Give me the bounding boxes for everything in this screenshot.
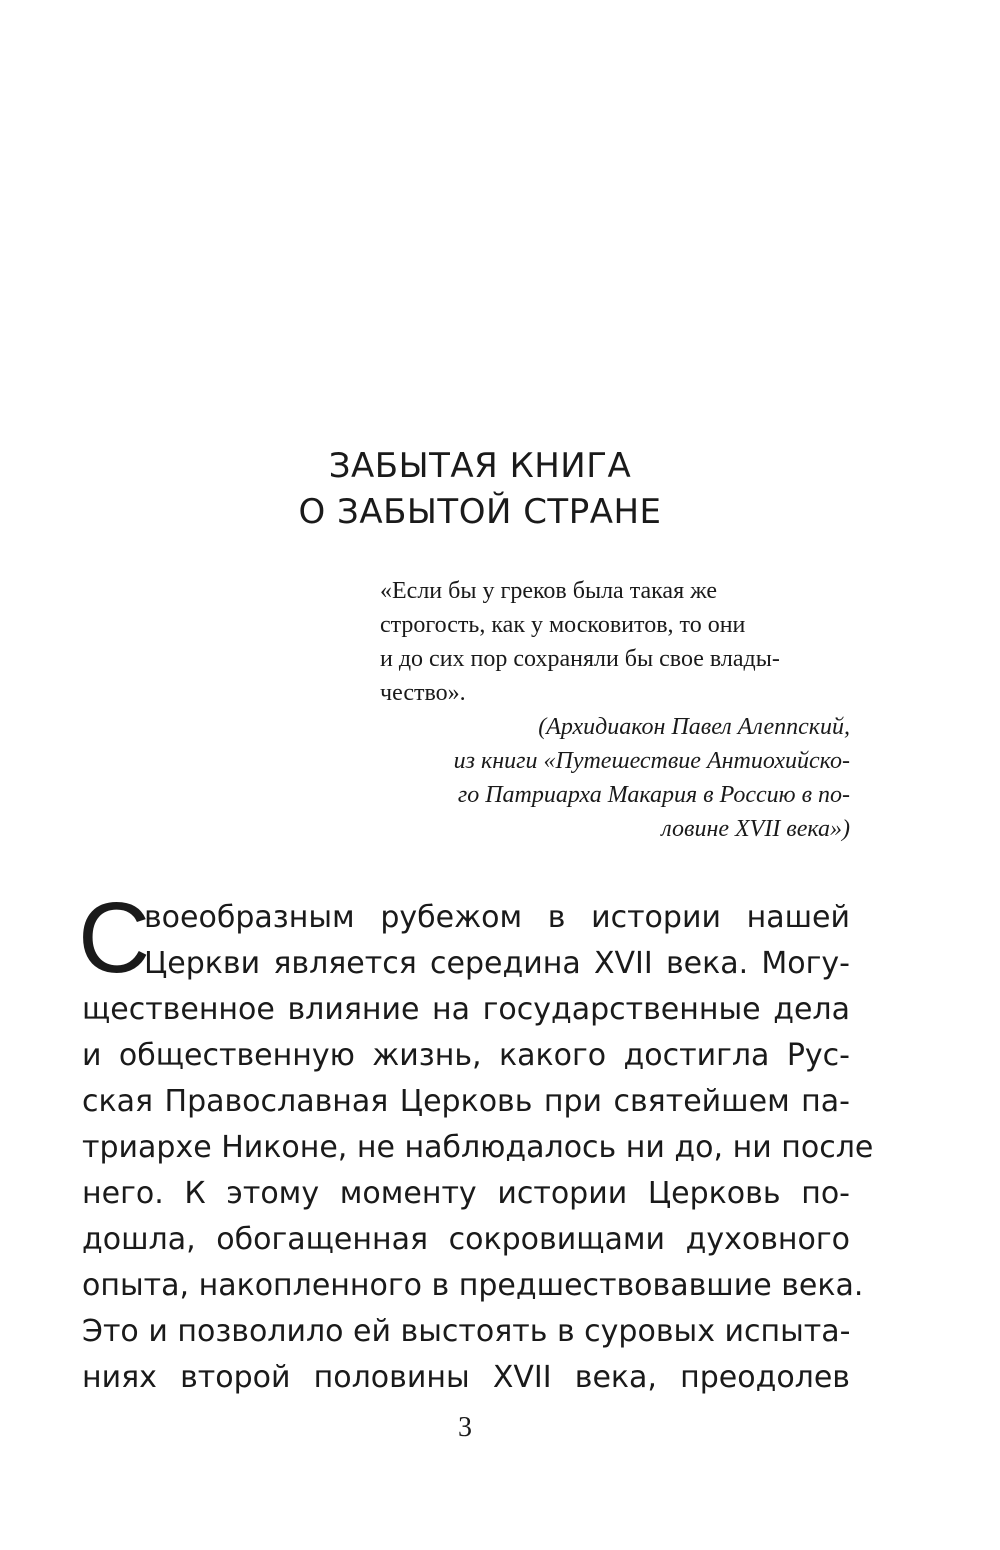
- chapter-title: [0, 443, 960, 535]
- drop-cap: С: [78, 882, 151, 994]
- body-line: дошла, обогащенная сокровищами духовного: [82, 1222, 850, 1257]
- epigraph-quote-line: чество».: [380, 680, 466, 706]
- body-line: триархе Никоне, не наблюдалось ни до, ни после: [82, 1130, 874, 1165]
- epigraph-quote-line: «Если бы у греков была такая же: [380, 578, 718, 604]
- body-line: щественное влияние на государственные дела: [82, 992, 850, 1027]
- epigraph: [380, 574, 850, 846]
- epigraph-source-line: го Патриарха Макария в Россию в по-: [457, 782, 850, 808]
- epigraph-source-line: (Архидиакон Павел Алеппский,: [538, 714, 850, 740]
- epigraph-quote-line: и до сих пор сохраняли бы свое влады-: [380, 646, 780, 672]
- chapter-title-line-2: О ЗАБЫТОЙ СТРАНЕ: [298, 492, 662, 532]
- body-line: и общественную жизнь, какого достигла Рус-: [82, 1038, 850, 1073]
- chapter-title-line-1: ЗАБЫТАЯ КНИГА: [328, 446, 632, 486]
- epigraph-source: [380, 710, 850, 846]
- body-line: ниях второй половины XVII века, преодолев: [82, 1360, 850, 1395]
- body-line: ская Православная Церковь при святейшем па-: [82, 1084, 850, 1119]
- body-line: Это и позволило ей выстоять в суровых испыта-: [82, 1314, 851, 1349]
- body-line: него. К этому моменту истории Церковь по-: [82, 1176, 850, 1211]
- page-number: 3: [458, 1412, 472, 1443]
- body-paragraph: [82, 895, 874, 1401]
- body-line: опыта, накопленного в предшествовавшие века.: [82, 1268, 864, 1303]
- epigraph-source-line: из книги «Путешествие Антиохийско-: [453, 748, 850, 774]
- body-line: Церкви является середина XVII века. Могу-: [144, 946, 850, 981]
- epigraph-source-line: ловине XVII века»): [661, 816, 850, 842]
- body-line: воеобразным рубежом в истории нашей: [144, 900, 850, 935]
- epigraph-quote: [380, 574, 850, 710]
- epigraph-quote-line: строгость, как у московитов, то они: [380, 612, 746, 638]
